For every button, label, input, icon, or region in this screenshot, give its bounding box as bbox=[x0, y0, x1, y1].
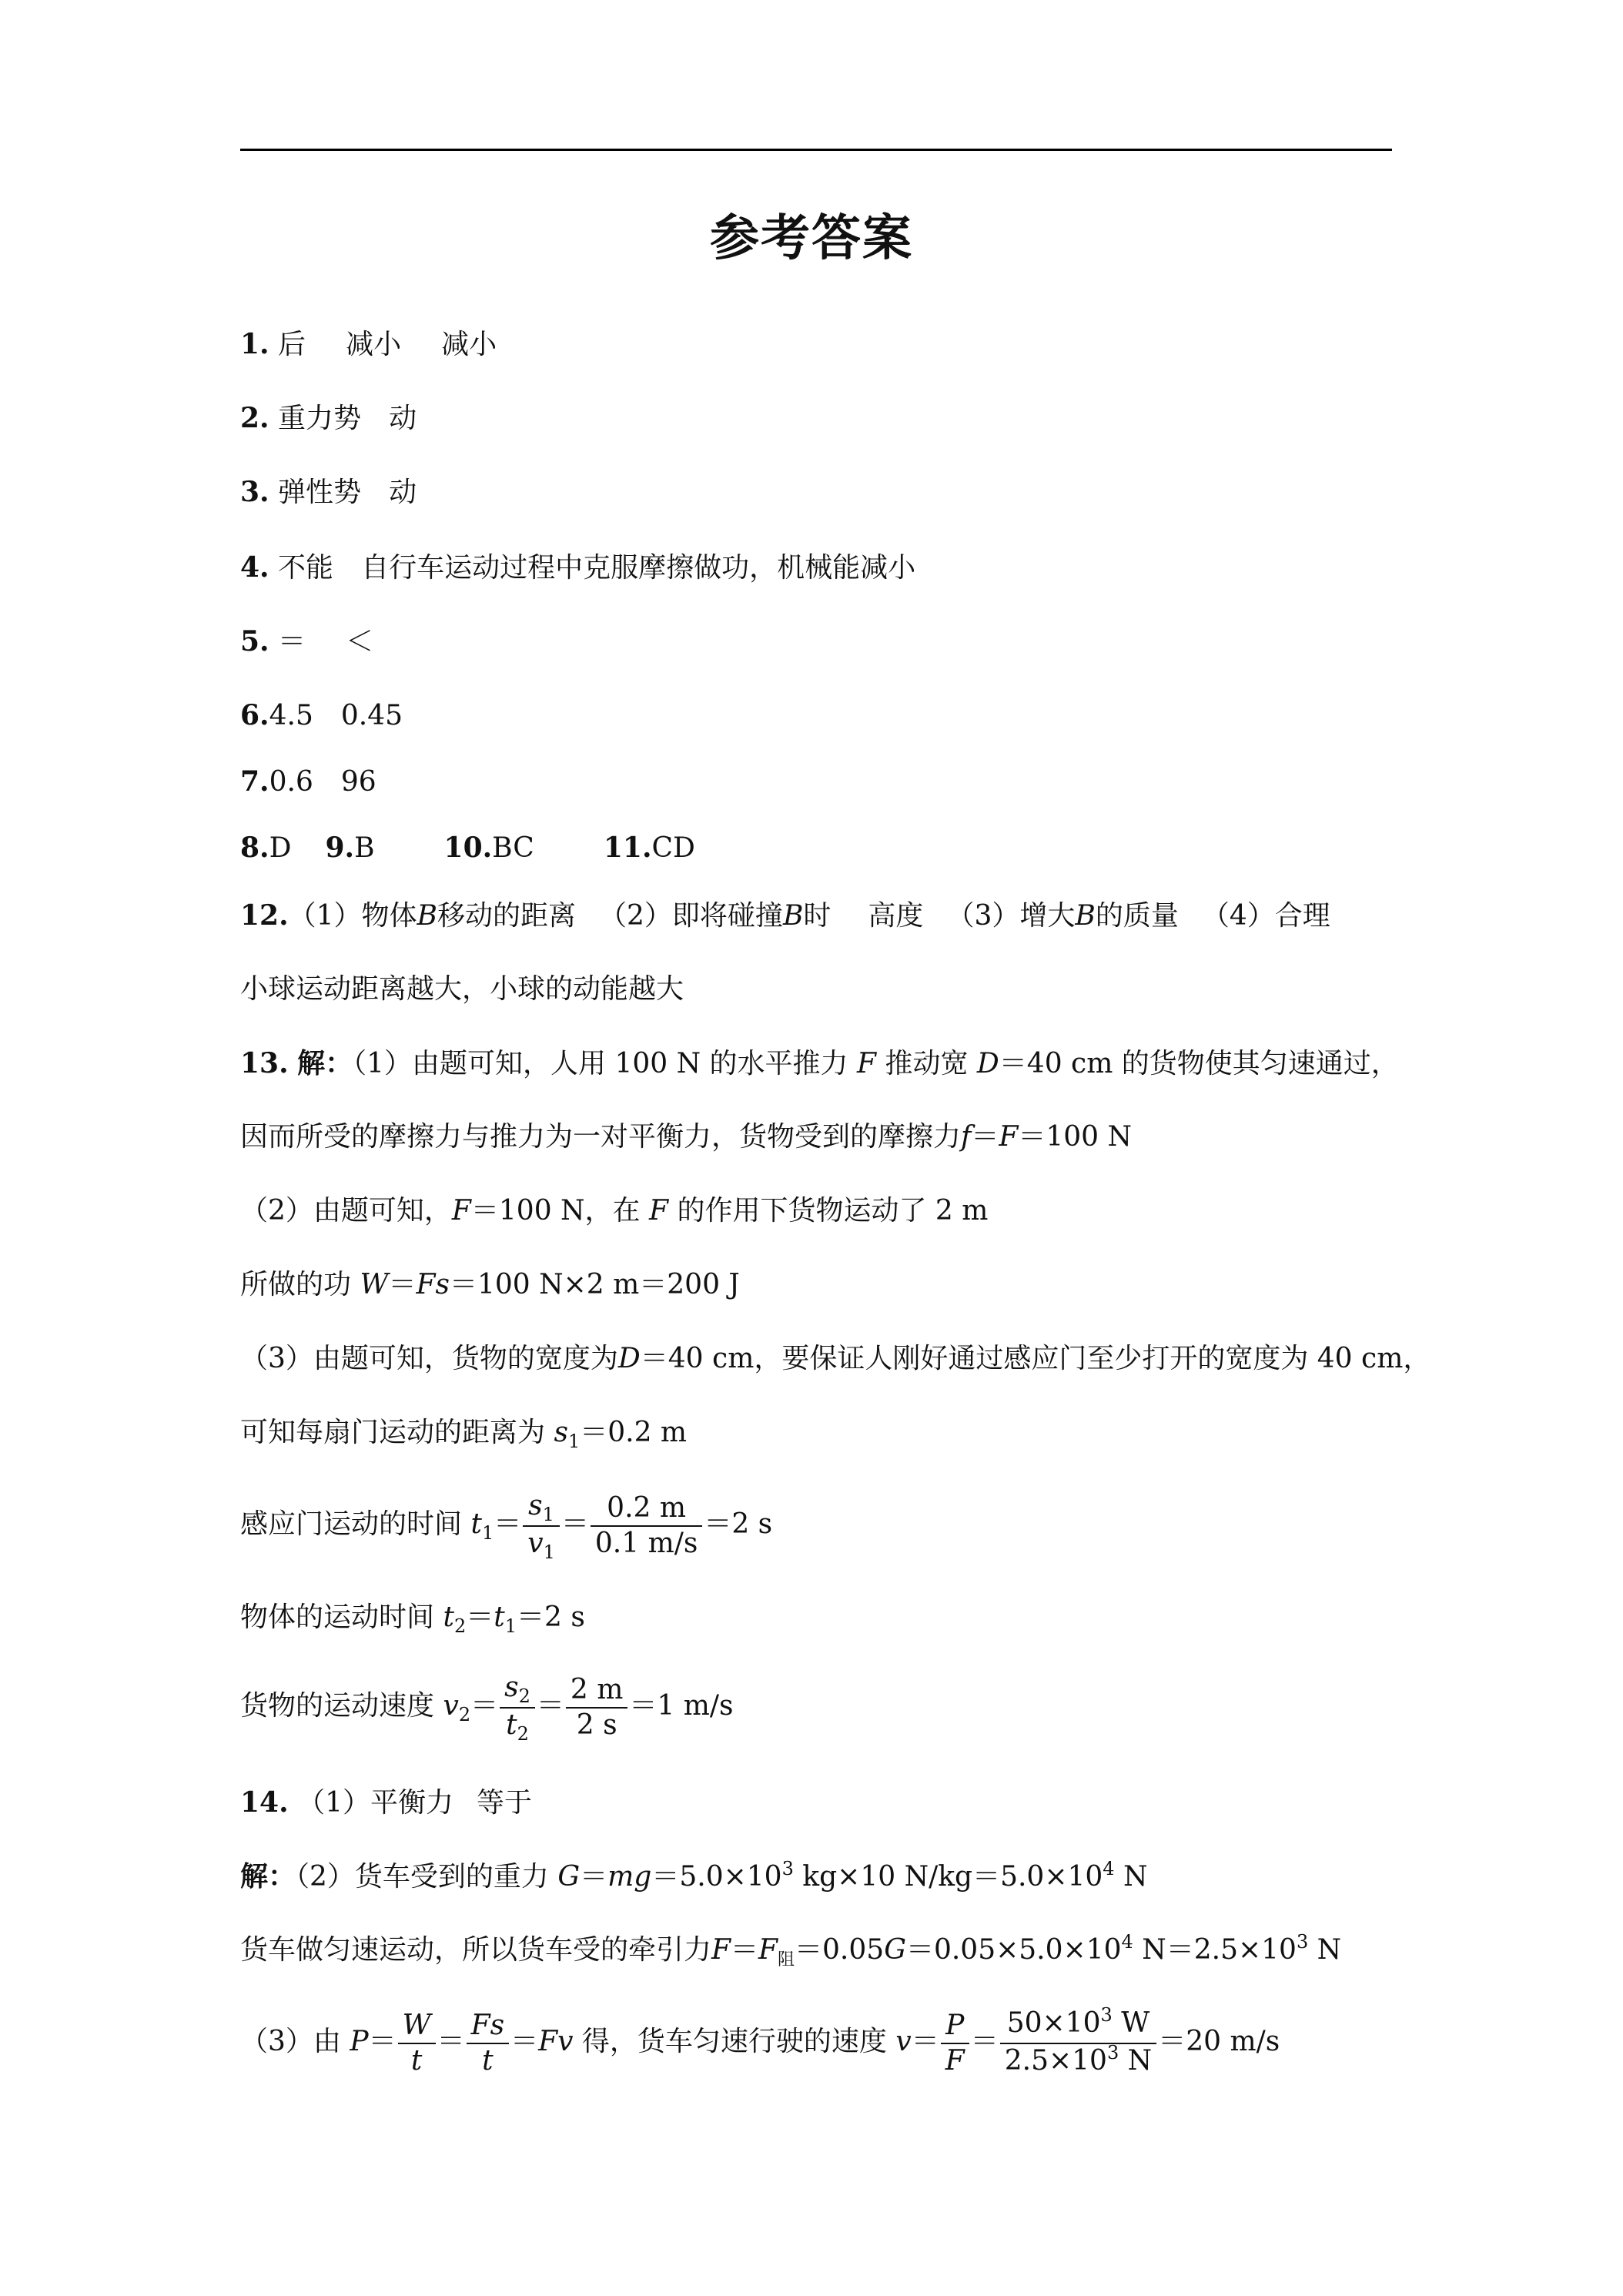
text-segment: ＝ bbox=[911, 2026, 939, 2057]
text-segment: 0.2 m bbox=[591, 1491, 702, 1527]
text-segment: 10. bbox=[443, 832, 493, 864]
answer-13-line-1 bbox=[240, 1044, 1399, 1083]
text-segment: （1）由题可知，人用 100 N 的水平推力 bbox=[353, 1048, 848, 1079]
answer-4 bbox=[240, 548, 915, 587]
text-segment: 的作用下货物运动了 2 m bbox=[677, 1195, 989, 1227]
text-segment: ＝100 N，在 bbox=[470, 1195, 641, 1227]
text-segment: 货物的运动速度 bbox=[240, 1690, 435, 1722]
answer-13-line-6 bbox=[240, 1414, 687, 1454]
answer-14-line-4 bbox=[240, 2005, 1280, 2080]
text-segment: G bbox=[557, 1861, 581, 1893]
header-rule bbox=[240, 149, 1392, 151]
text-segment: 1 bbox=[567, 1431, 581, 1452]
text-segment: （1）平衡力 bbox=[297, 1787, 453, 1819]
answer-13-line-2 bbox=[240, 1118, 1132, 1156]
text-segment: ＝100 N bbox=[1018, 1121, 1133, 1153]
text-segment: G bbox=[884, 1934, 906, 1966]
text-segment: 货车做匀速运动，所以货车受的牵引力 bbox=[240, 1934, 712, 1966]
text-segment: ＝100 N×2 m＝200 J bbox=[449, 1269, 740, 1300]
answer-14-line-1 bbox=[240, 1783, 532, 1822]
answer-13-line-3 bbox=[240, 1192, 988, 1230]
text-segment: s bbox=[504, 1672, 519, 1703]
text-segment: v bbox=[527, 1528, 544, 1559]
text-segment: ＝ bbox=[278, 626, 306, 658]
text-segment: P bbox=[350, 2026, 369, 2057]
fraction-s1-v1 bbox=[523, 1489, 560, 1563]
answer-13-line-5 bbox=[240, 1340, 1431, 1378]
text-segment: CD bbox=[651, 832, 695, 864]
fraction-Fs-t bbox=[467, 2009, 509, 2078]
fraction-distance-speed bbox=[591, 1491, 702, 1561]
fraction-P-F bbox=[941, 2009, 969, 2078]
text-segment: 1 bbox=[481, 1522, 494, 1544]
text-segment: t bbox=[410, 2045, 423, 2077]
text-segment: D bbox=[617, 1343, 641, 1374]
text-segment: （1）物体 bbox=[288, 900, 417, 932]
text-segment: 自行车运动过程中克服摩擦做功，机械能减小 bbox=[361, 552, 916, 584]
text-segment: 2 s bbox=[576, 1709, 617, 1741]
text-segment: N＝2.5×10 bbox=[1133, 1934, 1297, 1966]
text-segment: ＝ bbox=[466, 1602, 494, 1633]
text-segment: 的质量 bbox=[1095, 900, 1179, 932]
text-segment: 11. bbox=[603, 832, 652, 864]
answer-2 bbox=[240, 399, 417, 438]
text-segment: W bbox=[360, 1269, 389, 1300]
text-segment: F bbox=[649, 1195, 668, 1227]
text-segment: W bbox=[1112, 2007, 1150, 2039]
text-segment: N bbox=[1308, 1934, 1342, 1966]
answer-1 bbox=[240, 325, 497, 364]
answer-13-line-7 bbox=[240, 1488, 772, 1564]
text-segment: （3）增大 bbox=[946, 900, 1076, 932]
text-segment: 0.45 bbox=[340, 700, 403, 731]
text-segment: B bbox=[354, 832, 375, 864]
text-segment: 阻 bbox=[778, 1950, 795, 1970]
text-segment: ＝ bbox=[510, 2026, 539, 2057]
answers-8-11 bbox=[240, 828, 695, 868]
text-segment: 1 bbox=[542, 1504, 554, 1525]
answer-number: 6. bbox=[240, 699, 269, 731]
text-segment: v bbox=[895, 2026, 912, 2057]
text-segment: 减小 bbox=[346, 329, 402, 360]
text-segment: ＝2 s bbox=[704, 1508, 773, 1540]
text-segment: N bbox=[1114, 1861, 1148, 1893]
answer-number: 14. bbox=[240, 1786, 289, 1819]
text-segment: 2 bbox=[458, 1704, 471, 1725]
text-segment: ＝ bbox=[437, 2026, 465, 2057]
text-segment: （3）由题可知，货物的宽度为 bbox=[240, 1343, 618, 1374]
text-segment: F bbox=[451, 1195, 471, 1227]
text-segment: 高度 bbox=[868, 900, 924, 932]
text-segment: ＝ bbox=[536, 1690, 564, 1722]
text-segment: ＝ bbox=[368, 2026, 397, 2057]
text-segment: 物体的运动时间 bbox=[240, 1602, 435, 1633]
text-segment: ＝0.05 bbox=[795, 1934, 885, 1966]
answer-14-line-3 bbox=[240, 1931, 1341, 1973]
answer-3 bbox=[240, 473, 417, 512]
text-segment: 2 m bbox=[566, 1673, 627, 1709]
answer-number: 2. bbox=[240, 402, 269, 434]
text-segment: W bbox=[398, 2009, 436, 2044]
text-segment: 1 bbox=[543, 1541, 555, 1563]
text-segment: N bbox=[1119, 2045, 1153, 2077]
text-segment: F bbox=[758, 1934, 778, 1966]
text-segment: t bbox=[470, 1508, 482, 1540]
answer-number: 7. bbox=[240, 765, 269, 798]
fraction-s2-t2 bbox=[500, 1671, 535, 1745]
text-segment: 因而所受的摩擦力与推力为一对平衡力，货物受到的摩擦力 bbox=[240, 1121, 962, 1153]
text-segment: ＝0.05×5.0×10 bbox=[905, 1934, 1122, 1966]
text-segment: F bbox=[999, 1121, 1019, 1153]
text-segment: F bbox=[857, 1048, 876, 1079]
answer-13-line-4 bbox=[240, 1266, 740, 1304]
text-segment: （3）由 bbox=[240, 2026, 341, 2057]
answer-12-line-2: 小球运动距离越大，小球的动能越大 bbox=[240, 973, 684, 1005]
text-segment: 等于 bbox=[477, 1787, 533, 1819]
answer-14-line-2 bbox=[240, 1857, 1148, 1899]
text-segment: 解： bbox=[297, 1047, 353, 1079]
text-segment: 后 bbox=[278, 329, 306, 360]
text-segment: 0.6 bbox=[269, 766, 313, 798]
text-segment: ＝ bbox=[388, 1269, 417, 1300]
text-segment: ＝40 cm 的货物使其匀速通过， bbox=[999, 1048, 1399, 1079]
text-segment: Fv bbox=[538, 2026, 574, 2057]
text-segment: ＝ bbox=[580, 1861, 608, 1893]
text-segment: 时 bbox=[803, 900, 832, 932]
text-segment: （2）即将碰撞 bbox=[599, 900, 783, 932]
text-segment: ＝ bbox=[731, 1934, 759, 1966]
text-segment: 推动宽 bbox=[885, 1048, 969, 1079]
answer-number: 13. bbox=[240, 1047, 289, 1079]
text-segment: ＜ bbox=[346, 626, 374, 658]
text-segment: （4）合理 bbox=[1201, 900, 1330, 932]
text-segment: D bbox=[976, 1048, 999, 1079]
fraction-power-force bbox=[1000, 2006, 1156, 2080]
fraction-W-t bbox=[398, 2009, 436, 2078]
text-segment: F bbox=[945, 2045, 965, 2077]
text-segment: 3 bbox=[781, 1858, 794, 1879]
text-segment: 3 bbox=[1106, 2042, 1119, 2063]
text-segment: 2 bbox=[517, 1723, 529, 1745]
text-segment: 可知每扇门运动的距离为 bbox=[240, 1417, 546, 1448]
text-segment: 50×10 bbox=[1006, 2007, 1101, 2039]
text-segment: B bbox=[1075, 900, 1096, 932]
text-segment: 得，货车匀速行驶的速度 bbox=[581, 2026, 887, 2057]
text-segment: v bbox=[443, 1690, 459, 1722]
text-segment: t bbox=[506, 1709, 517, 1741]
answer-13-line-9 bbox=[240, 1669, 733, 1745]
text-segment: 移动的距离 bbox=[437, 900, 577, 932]
text-segment: ＝2 s bbox=[516, 1602, 585, 1633]
text-segment: Fs bbox=[416, 1269, 450, 1300]
text-segment: D bbox=[269, 832, 292, 864]
text-segment: 4.5 bbox=[269, 700, 313, 731]
text-segment: （2）由题可知， bbox=[240, 1195, 452, 1227]
text-segment: mg bbox=[607, 1861, 652, 1893]
text-segment: 减小 bbox=[441, 329, 497, 360]
text-segment: ＝20 m/s bbox=[1158, 2026, 1280, 2057]
answer-number: 12. bbox=[240, 899, 289, 932]
text-segment: t bbox=[494, 1602, 505, 1633]
text-segment: s bbox=[554, 1417, 568, 1448]
answer-number: 5. bbox=[240, 625, 269, 658]
text-segment: 0.1 m/s bbox=[594, 1528, 698, 1559]
text-segment: kg×10 N/kg＝5.0×10 bbox=[793, 1861, 1103, 1893]
text-segment: 2 bbox=[453, 1615, 467, 1637]
text-segment: 解： bbox=[240, 1860, 296, 1893]
text-segment: ＝40 cm，要保证人刚好通过感应门至少打开的宽度为 40 cm， bbox=[640, 1343, 1431, 1374]
text-segment: 2 bbox=[518, 1685, 530, 1707]
text-segment: 1 bbox=[504, 1615, 517, 1637]
text-segment: Fs bbox=[467, 2009, 509, 2044]
fraction-2m-2s bbox=[566, 1673, 627, 1742]
text-segment: 感应门运动的时间 bbox=[240, 1508, 463, 1540]
text-segment: B bbox=[782, 900, 804, 932]
text-segment: 96 bbox=[340, 766, 376, 798]
text-segment: ＝5.0×10 bbox=[651, 1861, 782, 1893]
text-segment: 所做的功 bbox=[240, 1269, 352, 1300]
text-segment: ＝ bbox=[470, 1690, 499, 1722]
text-segment: BC bbox=[492, 832, 534, 864]
answer-12-line-1 bbox=[240, 896, 1330, 935]
text-segment: ＝ bbox=[494, 1508, 522, 1540]
text-segment: 动 bbox=[389, 477, 417, 508]
answer-number: 4. bbox=[240, 551, 269, 584]
text-segment: ＝1 m/s bbox=[629, 1690, 734, 1722]
answer-number: 1. bbox=[240, 328, 269, 360]
answer-6 bbox=[240, 696, 403, 735]
text-segment: 4 bbox=[1121, 1931, 1133, 1953]
text-segment: 2.5×10 bbox=[1004, 2045, 1107, 2077]
text-segment: 4 bbox=[1103, 1858, 1115, 1879]
text-segment: F bbox=[711, 1934, 731, 1966]
text-segment: （2）货车受到的重力 bbox=[296, 1861, 549, 1893]
text-segment: s bbox=[528, 1490, 543, 1521]
text-segment: ＝ bbox=[971, 1121, 999, 1153]
text-segment: ＝ bbox=[970, 2026, 999, 2057]
text-segment: ＝ bbox=[561, 1508, 589, 1540]
text-segment: 9. bbox=[325, 832, 355, 864]
text-segment: f bbox=[961, 1121, 972, 1153]
text-segment: 3 bbox=[1100, 2004, 1113, 2026]
answer-13-line-8 bbox=[240, 1598, 585, 1639]
answer-5 bbox=[240, 622, 373, 661]
answer-number: 3. bbox=[240, 476, 269, 508]
text-segment: 3 bbox=[1296, 1931, 1309, 1953]
text-segment: B bbox=[417, 900, 438, 932]
text-segment: 动 bbox=[389, 403, 417, 434]
text-segment: t bbox=[443, 1602, 454, 1633]
text-segment: 重力势 bbox=[278, 403, 362, 434]
text-segment: ＝0.2 m bbox=[580, 1417, 688, 1448]
answer-7 bbox=[240, 762, 376, 802]
text-segment: P bbox=[941, 2009, 969, 2044]
page-title: 参考答案 bbox=[710, 210, 913, 267]
text-segment: 弹性势 bbox=[278, 477, 362, 508]
text-segment: t bbox=[482, 2045, 494, 2077]
text-segment: 8. bbox=[240, 832, 269, 864]
text-segment: 不能 bbox=[278, 552, 334, 584]
